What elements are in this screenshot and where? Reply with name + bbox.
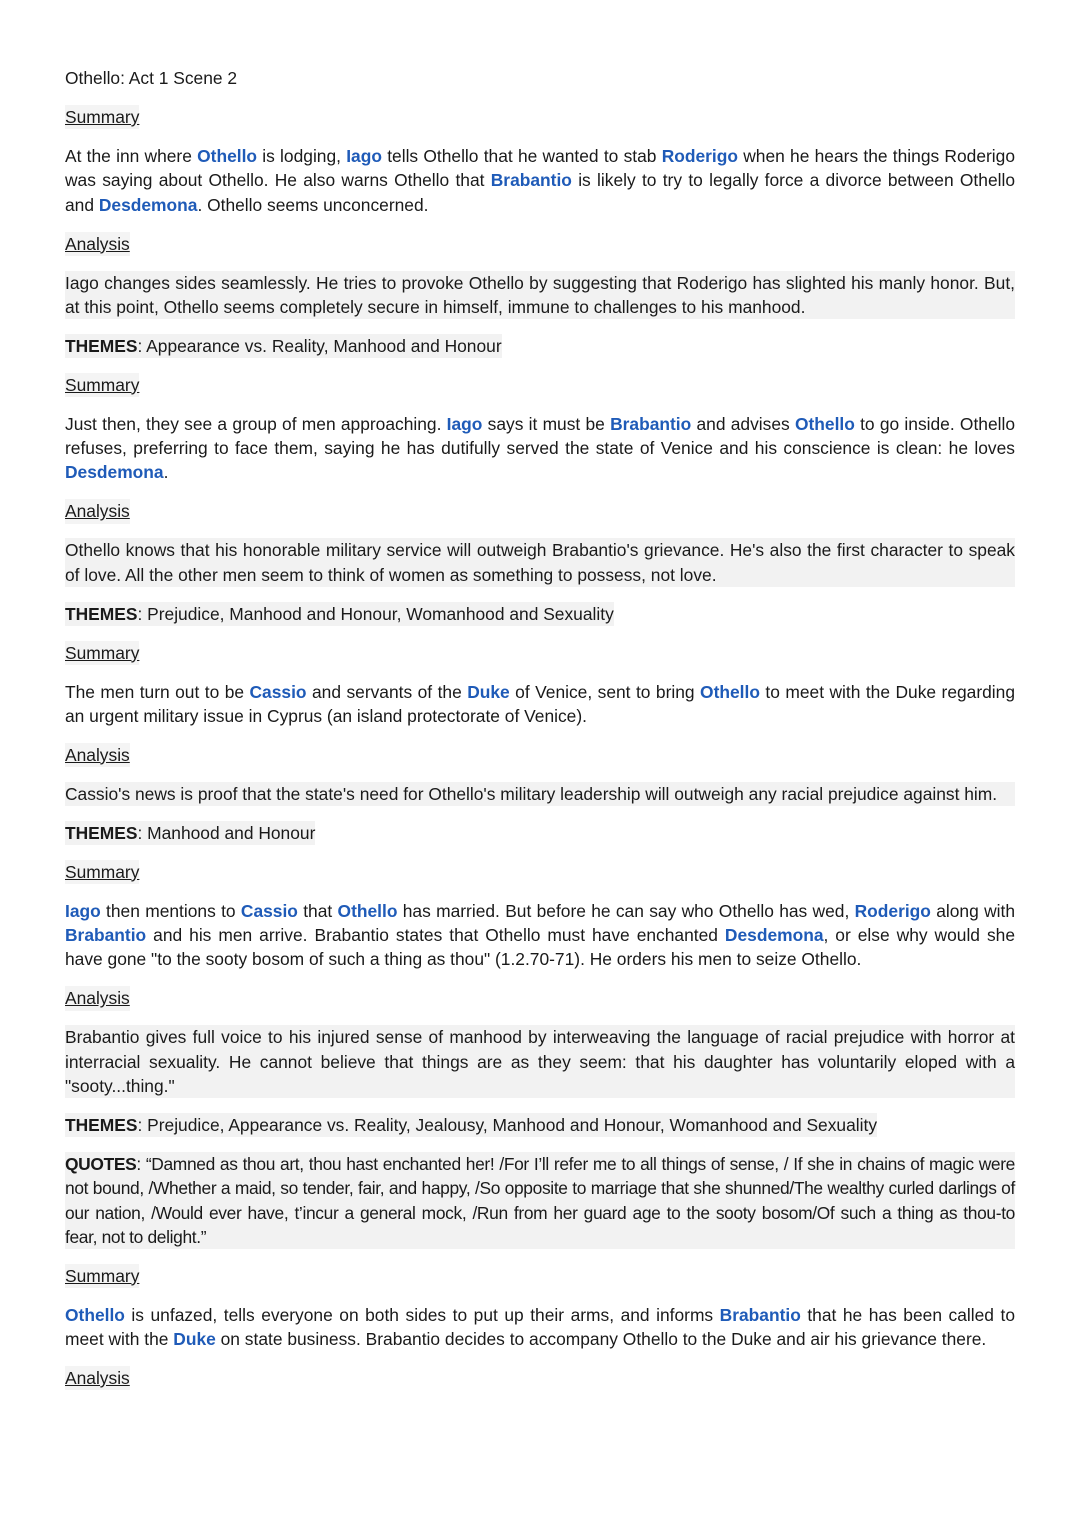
text-run: : Manhood and Honour [137,822,316,843]
text-run: Summary [65,1265,140,1286]
text-run: Analysis [65,233,130,254]
text-run: Othello: Act 1 Scene 2 [65,68,238,88]
text-run: Analysis [65,744,130,765]
body-paragraph [65,144,1015,217]
character-name: Othello [65,1304,125,1325]
heading-summary [65,641,139,665]
text-run: Summary [65,374,140,395]
text-run: . Othello seems unconcerned. [197,194,429,215]
character-name: Cassio [249,681,307,702]
text-run: : Appearance vs. Reality, Manhood and Honour [137,335,502,356]
text-run: Analysis [65,988,130,1009]
character-name: Iago [65,900,101,921]
label-keyword: THEMES [65,603,138,624]
character-name: Cassio [240,900,298,921]
character-name: Othello [197,145,258,166]
label-keyword: THEMES [65,1114,138,1135]
character-name: Brabantio [610,413,692,434]
body-paragraph [65,680,1015,729]
text-run: At the inn where [65,145,198,166]
text-run: along with [930,900,1016,921]
text-run: has married. But before he can say who Othello has wed, [397,900,855,921]
character-name: Duke [173,1329,216,1350]
themes-line [65,334,502,358]
text-run: Summary [65,861,140,882]
heading-summary [65,1264,139,1288]
body-paragraph [65,538,1015,587]
heading-analysis [65,499,130,523]
body-paragraph [65,899,1015,972]
text-run: on state business. Brabantio decides to accompany Othello to the Duke and air his grievance there. [215,1329,987,1350]
text-run: Just then, they see a group of men approaching. [65,413,447,434]
label-keyword: THEMES [65,335,138,356]
body-paragraph [65,412,1015,485]
text-run: Summary [65,106,140,127]
body-paragraph [65,271,1015,320]
heading-analysis [65,232,130,256]
character-name: Desdemona [724,925,824,946]
text-run: : Prejudice, Manhood and Honour, Womanhood and Sexuality [137,603,614,624]
quotes-paragraph [65,1152,1015,1249]
character-name: Brabantio [719,1304,801,1325]
character-name: Iago [446,413,483,434]
text-run: says it must be [482,413,611,434]
text-run: Analysis [65,1368,130,1389]
heading-analysis [65,1366,130,1390]
character-name: Brabantio [65,925,147,946]
heading-summary [65,105,139,129]
text-run: The men turn out to be [65,681,250,702]
text-run: is unfazed, tells everyone on both sides to put up their arms, and informs [124,1304,720,1325]
text-run: to go inside. Othello refuses, preferring to face them, saying he has dutifully served the state of Venice and his conscience is clean: he loves [65,413,1016,459]
text-run: . [163,462,169,483]
themes-line [65,821,315,845]
heading-summary [65,373,139,397]
text-run: Brabantio gives full voice to his injured sense of manhood by interweaving the language of racial prejudice with horror at interracial sexuality. He cannot believe that things are as they seem: that his daughter has voluntarily eloped with a "sooty...thing." [65,1027,1015,1096]
themes-line [65,602,614,626]
text-run: : Prejudice, Appearance vs. Reality, Jealousy, Manhood and Honour, Womanhood and Sexuality [137,1114,878,1135]
body-paragraph [65,1025,1015,1098]
character-name: Desdemona [65,462,164,483]
text-run: and advises [691,413,795,434]
themes-line [65,1113,877,1137]
text-run: is likely to try to legally force a divorce between Othello and [65,170,1016,215]
body-paragraph [65,782,1015,806]
text-run: and his men arrive. Brabantio states that Othello must have enchanted [146,925,725,946]
text-run: : “Damned as thou art, thou hast enchanted her! /For I’ll refer me to all things of sense, / If she in chains of magic were not bound, /Whether a maid, so tender, fair, and happy, /So opposite to marriage that she shunned/The wealthy curled darlings of our nation, /Would ever have, t’incur a general mock, /Run from her guard age to the sooty bosom/Of such a thing as thou-to fear, not to delight.” [65,1153,1015,1247]
character-name: Othello [700,681,760,702]
text-run: Summary [65,642,140,663]
label-keyword: THEMES [65,822,138,843]
label-keyword: QUOTES [65,1153,137,1174]
heading-analysis [65,986,130,1010]
character-name: Brabantio [490,170,572,191]
heading-analysis [65,743,130,767]
text-run: Othello knows that his honorable military service will outweigh Brabantio's grievance. He's also the first character to speak of love. All the other men seem to think of women as something to possess, not love. [65,540,1015,585]
character-name: Desdemona [98,194,198,215]
character-name: Roderigo [854,900,931,921]
document-title [65,66,1015,90]
character-name: Othello [337,900,398,921]
heading-summary [65,860,139,884]
text-run: Iago changes sides seamlessly. He tries to provoke Othello by suggesting that Roderigo has slighted his manly honor. But, at this point, Othello seems completely secure in himself, immune to challenges to his manhood. [65,272,1015,317]
text-run: of Venice, sent to bring [509,681,701,702]
text-run: Cassio's news is proof that the state's need for Othello's military leadership will outweigh any racial prejudice against him. [65,783,998,804]
character-name: Roderigo [661,145,739,166]
character-name: Othello [794,413,855,434]
text-run: then mentions to [100,900,241,921]
text-run: is lodging, [257,145,347,166]
character-name: Iago [346,145,382,166]
text-run: when he hears the things Roderigo was saying about Othello. He also warns Othello that [65,145,1015,191]
text-run: Analysis [65,501,130,522]
text-run: to meet with the Duke regarding an urgent military issue in Cyprus (an island protectorate of Venice). [65,681,1015,726]
body-paragraph [65,1303,1015,1352]
text-run: that [297,900,338,921]
character-name: Duke [467,681,510,702]
document-page [65,66,1015,1405]
text-run: and servants of the [306,681,468,702]
text-run: tells Othello that he wanted to stab [381,145,662,166]
text-run: that he has been called to meet with the [65,1304,1015,1350]
text-run: , or else why would she have gone "to the sooty bosom of such a thing as thou" (1.2.70-71). He orders his men to seize Othello. [65,925,1016,970]
